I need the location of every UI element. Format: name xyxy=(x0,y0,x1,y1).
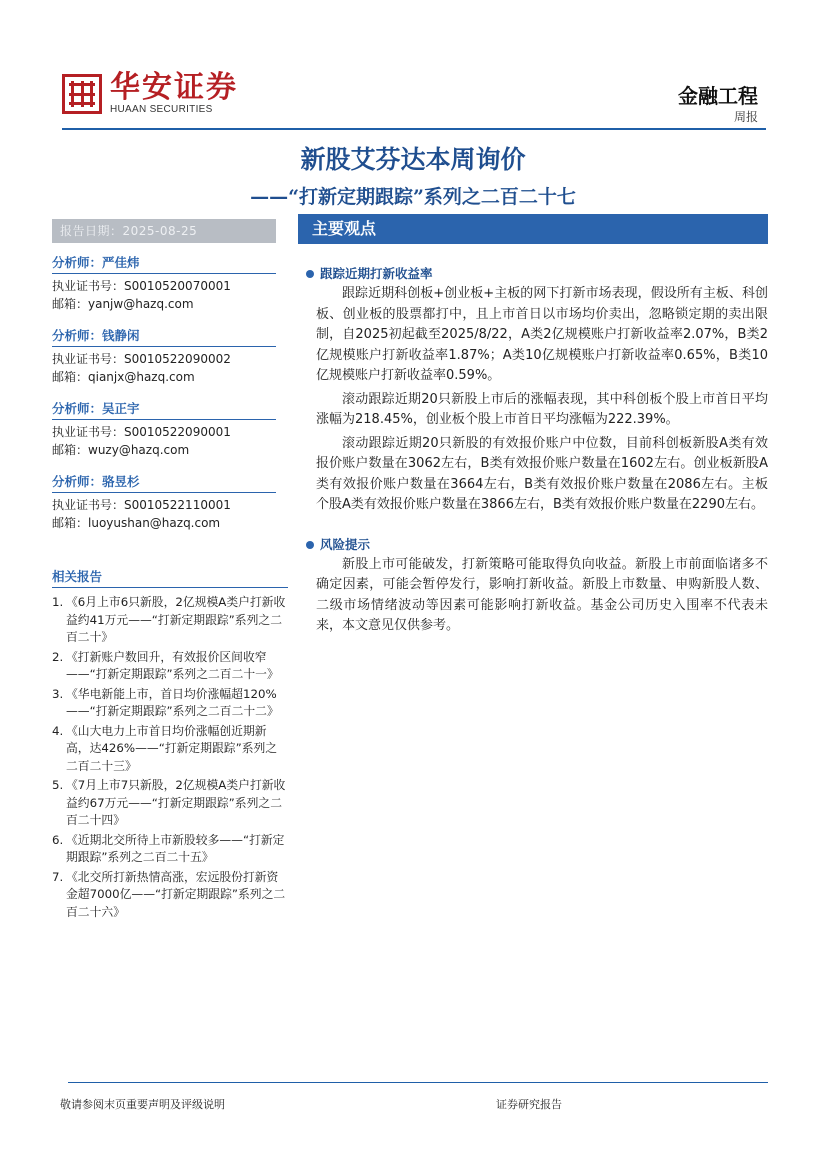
related-report-title: 《北交所打新热情高涨，宏远股份打新资金超7000亿——“打新定期跟踪”系列之二百二十六》 xyxy=(66,869,286,919)
page-subtitle: ——“打新定期跟踪”系列之二百二十七 xyxy=(250,186,576,208)
related-report-item[interactable] xyxy=(52,832,288,867)
related-report-item[interactable] xyxy=(52,723,288,776)
related-reports xyxy=(52,568,288,923)
bullet-icon xyxy=(306,270,314,278)
body-paragraph: 跟踪近期科创板+创业板+主板的网下打新市场表现，假设所有主板、科创板、创业板的股票都打中，且上市首日以市场均价卖出，忽略锁定期的卖出限制，自2025初起截至2025/8/22，A类2亿规模账户打新收益率2.07%，B类2亿规模账户打新收益率1.87%；A类10亿规模账户打新收益率0.65%，B类10亿规模账户打新收益率0.59%。 xyxy=(316,286,768,383)
page-title: 新股艾芬达本周询价 xyxy=(300,145,526,174)
analyst-card xyxy=(52,400,276,459)
report-type: 周报 xyxy=(733,110,758,124)
analyst-cert: 执业证书号：S0010522090002 xyxy=(52,352,231,366)
related-report-item[interactable] xyxy=(52,594,288,647)
related-report-item[interactable] xyxy=(52,869,288,922)
analyst-card xyxy=(52,473,276,532)
analyst-email[interactable]: 邮箱：luoyushan@hazq.com xyxy=(52,516,221,530)
analyst-list xyxy=(52,254,276,546)
related-report-number: 4. xyxy=(52,723,64,738)
header-divider xyxy=(62,128,766,130)
footer-divider xyxy=(68,1082,768,1083)
section-heading-text: 风险提示 xyxy=(320,536,371,552)
related-report-number: 1. xyxy=(52,595,64,609)
related-reports-title: 相关报告 xyxy=(52,568,288,588)
related-report-number: 2. xyxy=(52,649,64,664)
related-report-title: 《山大电力上市首日均价涨幅创近期新高，达426%——“打新定期跟踪”系列之二百二十三》 xyxy=(66,723,278,773)
related-report-number: 3. xyxy=(52,686,64,701)
company-logo xyxy=(62,72,238,116)
section-heading xyxy=(300,535,768,555)
analyst-email[interactable]: 邮箱：wuzy@hazq.com xyxy=(52,443,190,457)
analyst-cert: 执业证书号：S0010520070001 xyxy=(52,279,231,293)
report-date: 报告日期：2025-08-25 xyxy=(52,219,276,243)
logo-emblem-icon xyxy=(62,74,102,114)
analyst-cert: 执业证书号：S0010522090001 xyxy=(52,425,231,439)
related-report-title: 《近期北交所待上市新股较多——“打新定期跟踪”系列之二百二十五》 xyxy=(66,832,285,864)
analyst-name: 分析师：严佳炜 xyxy=(52,254,276,274)
analyst-name: 分析师：钱静闲 xyxy=(52,327,276,347)
related-report-title: 《6月上市6只新股，2亿规模A类户打新收益约41万元——“打新定期跟踪”系列之二百二十》 xyxy=(66,595,286,644)
related-report-title: 《7月上市7只新股，2亿规模A类户打新收益约67万元——“打新定期跟踪”系列之二百二十四》 xyxy=(66,778,286,827)
logo-english-name: HUAAN SECURITIES xyxy=(110,104,213,115)
related-report-item[interactable] xyxy=(52,777,288,830)
bullet-icon xyxy=(306,541,314,549)
related-report-number: 5. xyxy=(52,778,64,792)
analyst-card xyxy=(52,327,276,386)
report-category: 金融工程 xyxy=(678,84,758,108)
analyst-cert: 执业证书号：S0010522110001 xyxy=(52,498,231,512)
footer-label: 证券研究报告 xyxy=(496,1098,562,1111)
main-content xyxy=(300,264,768,640)
section-heading xyxy=(300,264,768,284)
analyst-email[interactable]: 邮箱：qianjx@hazq.com xyxy=(52,370,195,384)
main-points-header: 主要观点 xyxy=(298,214,768,244)
body-paragraph: 滚动跟踪近期20只新股上市后的涨幅表现，其中科创板个股上市首日平均涨幅为218.45%，创业板个股上市首日平均涨幅为222.39%。 xyxy=(316,391,768,427)
analyst-name: 分析师：骆昱杉 xyxy=(52,473,276,493)
analyst-email[interactable]: 邮箱：yanjw@hazq.com xyxy=(52,297,194,311)
related-report-number: 7. xyxy=(52,869,64,884)
related-report-title: 《打新账户数回升，有效报价区间收窄——“打新定期跟踪”系列之二百二十一》 xyxy=(66,649,279,681)
footer-disclaimer: 敬请参阅末页重要声明及评级说明 xyxy=(60,1098,225,1111)
related-report-item[interactable] xyxy=(52,686,288,721)
logo-chinese-name: 华安证券 xyxy=(110,70,238,105)
related-report-number: 6. xyxy=(52,832,64,847)
related-report-item[interactable] xyxy=(52,649,288,684)
section-heading-text: 跟踪近期打新收益率 xyxy=(320,266,433,281)
body-paragraph: 新股上市可能破发，打新策略可能取得负向收益。新股上市前面临诸多不确定因素，可能会暂停发行，影响打新收益。新股上市数量、申购新股人数、二级市场情绪波动等因素可能影响打新收益。基金公司历史入围率不代表未来，本文意见仅供参考。 xyxy=(316,556,768,633)
analyst-card xyxy=(52,254,276,313)
related-report-title: 《华电新能上市，首日均价涨幅超120%——“打新定期跟踪”系列之二百二十二》 xyxy=(66,686,279,718)
analyst-name: 分析师：吴正宇 xyxy=(52,400,276,420)
body-paragraph: 滚动跟踪近期20只新股的有效报价账户中位数，目前科创板新股A类有效报价账户数量在3062左右，B类有效报价账户数量在1602左右。创业板新股A类有效报价账户数量在3664左右，B类有效报价账户数量在2086左右。主板个股A类有效报价账户数量在3866左右，B类有效报价账户数量在2290左右。 xyxy=(316,435,768,512)
